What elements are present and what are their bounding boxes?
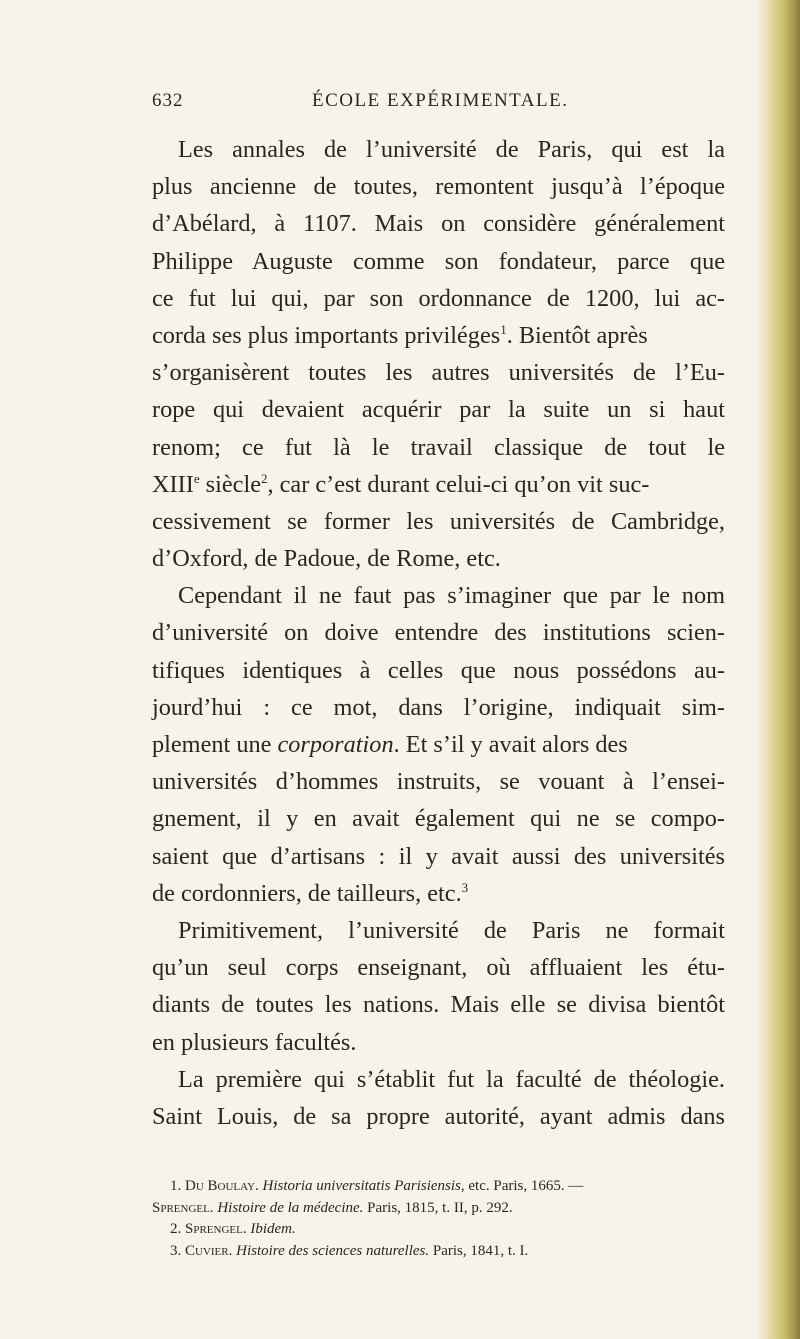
footnote-author: Du Boulay. [185, 1178, 259, 1194]
text-line: Primitivement, l’université de Paris ne formait [178, 916, 725, 944]
text-line: renom; ce fut là le travail classique de tout le [152, 433, 725, 461]
text-line: universités d’hommes instruits, se vouant à l’ensei- [152, 768, 725, 796]
footnote-title: Historia universitatis Parisiensis [262, 1178, 461, 1194]
italic-word: corporation [277, 731, 394, 758]
footnote-text: Paris, 1815, t. II, p. 292. [363, 1199, 513, 1216]
text-segment: corda ses plus importants priviléges [152, 321, 501, 349]
text-line: Les annales de l’université de Paris, qui est la [178, 136, 725, 163]
text-line: tifiques identiques à celles que nous possédons au- [152, 656, 725, 684]
page-header [152, 90, 712, 116]
text-segment: plement une [152, 731, 278, 758]
footnote-number: 1. [170, 1178, 182, 1194]
footnotes [152, 1176, 722, 1262]
footnote-title: Histoire de la médecine. [217, 1199, 364, 1216]
running-title: ÉCOLE EXPÉRIMENTALE. [312, 90, 569, 111]
text-line: s’organisèrent toutes les autres universités de l’Eu- [152, 359, 725, 387]
footnote-number: 3. [170, 1242, 182, 1259]
footnote-1 [152, 1176, 722, 1198]
text-line [152, 466, 725, 503]
footnote-ref: 3 [461, 879, 469, 895]
ordinal-suffix: e [193, 470, 200, 486]
text-segment: , car c’est durant celui-ci qu’on vit suc- [267, 470, 650, 498]
text-line: Saint Louis, de sa propre autorité, ayant admis dans [152, 1102, 725, 1130]
text-line: ce fut lui qui, par son ordonnance de 1200, lui ac- [152, 284, 725, 312]
text-line: d’Oxford, de Padoue, de Rome, etc. [152, 545, 501, 573]
text-line: rope qui devaient acquérir par la suite un si haut [152, 396, 725, 424]
footnote-ref: 1 [500, 321, 507, 337]
text-line: gnement, il y en avait également qui ne se compo- [152, 805, 725, 833]
text-line: d’Abélard, à 1107. Mais on considère généralement [152, 210, 725, 238]
text-segment: de cordonniers, de tailleurs, etc. [152, 879, 462, 907]
text-line: La première qui s’établit fut la faculté de théologie. [178, 1065, 725, 1093]
text-line [152, 317, 725, 354]
text-segment: . Bientôt après [506, 321, 648, 349]
text-line [152, 875, 725, 912]
text-line: qu’un seul corps enseignant, où affluaient les étu- [152, 954, 725, 982]
text-segment: siècle [199, 470, 261, 498]
text-line: en plusieurs facultés. [152, 1028, 357, 1056]
text-line: saient que d’artisans : il y avait aussi des universités [152, 842, 725, 870]
main-text [152, 131, 725, 1135]
text-line: jourd’hui : ce mot, dans l’origine, indiquait sim- [152, 693, 725, 721]
footnote-number: 2. [170, 1221, 182, 1237]
text-line: d’université on doive entendre des institutions scien- [152, 619, 725, 647]
text-line: plus ancienne de toutes, remontent jusqu’à l’époque [152, 173, 725, 201]
footnote-title: Ibidem. [250, 1221, 296, 1237]
page-number: 632 [152, 90, 184, 111]
footnote-text: Paris, 1841, t. I. [429, 1242, 529, 1259]
footnote-author: Cuvier. [185, 1242, 233, 1259]
footnote-title: Histoire des sciences naturelles. [236, 1242, 430, 1259]
footnote-2 [152, 1219, 722, 1241]
text-line: cessivement se former les universités de Cambridge, [152, 507, 725, 535]
footnote-author: Sprengel. [185, 1221, 247, 1237]
footnote-author: Sprengel. [152, 1199, 214, 1216]
text-line [152, 726, 725, 763]
century-numeral: XIII [152, 470, 194, 498]
page-edge [756, 0, 800, 1339]
footnote-text: , etc. Paris, 1665. — [460, 1178, 584, 1194]
footnote-ref: 2 [261, 470, 268, 486]
text-segment: . Et s’il y avait alors des [393, 731, 628, 758]
footnote-1-continued [152, 1198, 722, 1220]
text-line: Cependant il ne faut pas s’imaginer que par le nom [178, 582, 725, 610]
footnote-3 [152, 1241, 722, 1263]
text-line: Philippe Auguste comme son fondateur, parce que [152, 247, 725, 275]
text-line: diants de toutes les nations. Mais elle se divisa bientôt [152, 991, 725, 1019]
